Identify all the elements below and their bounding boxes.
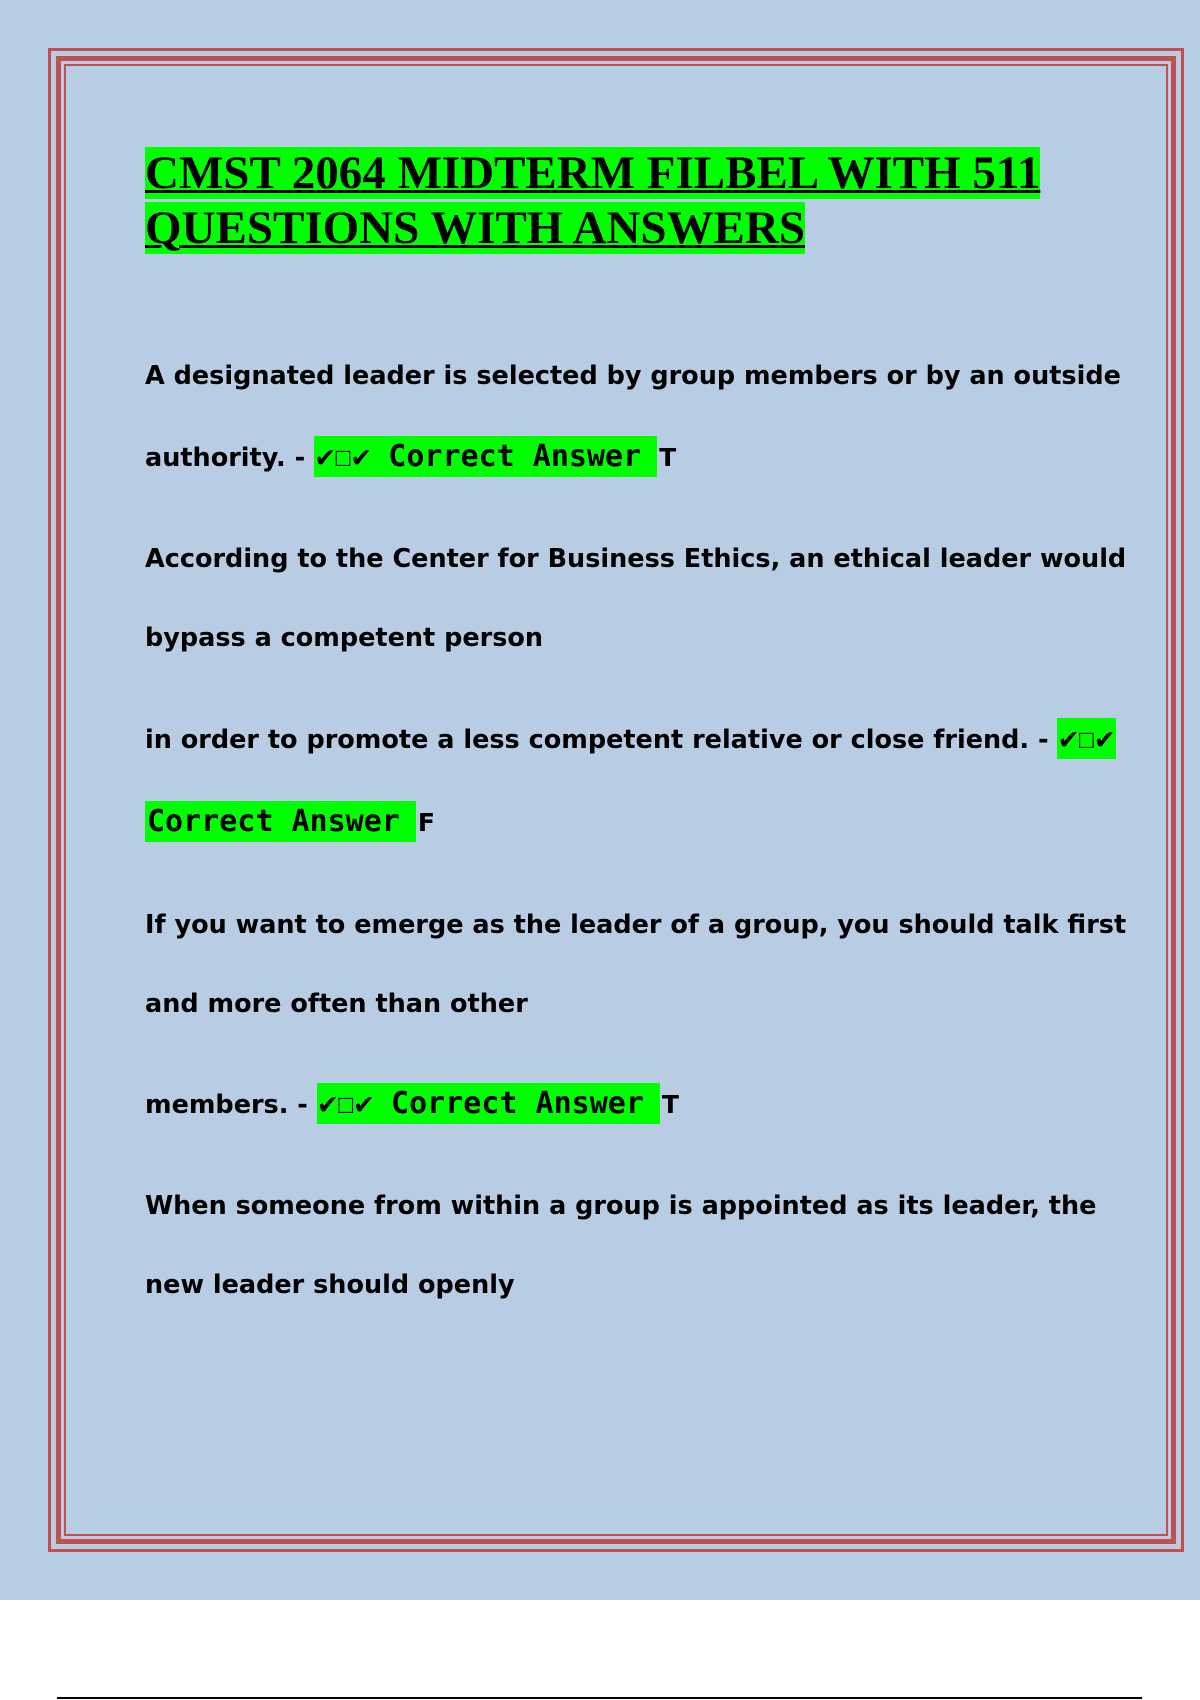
question-4-line-2: new leader should openly [145,1270,515,1300]
title-line-2: QUESTIONS WITH ANSWERS [145,202,805,254]
question-4-line-1: When someone from within a group is appointed as its leader, the [145,1191,1097,1221]
question-1-answer: T [659,443,677,472]
question-3-line-3: members. - [145,1090,308,1120]
footer-rule [57,1697,1142,1699]
question-1-line-2: authority. - [145,443,306,473]
question-3-line-2: and more often than other [145,989,528,1019]
question-2-answer: F [417,808,435,837]
question-2-line-1: According to the Center for Business Ethics, an ethical leader would [145,544,1127,574]
document-content [145,146,1127,1300]
question-1-answer-line [145,439,676,474]
question-2-line-3-row [145,721,1116,756]
question-2-answer-line [145,804,435,839]
answer-marker-part-2: Correct Answer [145,801,416,842]
page-border-inner [64,64,1168,1536]
question-3-line-1: If you want to emerge as the leader of a group, you should talk first [145,910,1127,940]
question-2-line-3: in order to promote a less competent relative or close friend. - [145,725,1049,755]
title-line-1: CMST 2064 MIDTERM FILBEL WITH 511 [145,147,1041,199]
answer-marker-part-1: ✔☐✔ [1057,718,1115,759]
document-title [145,146,1095,256]
answer-marker: ✔☐✔ Correct Answer [314,436,657,477]
answer-marker: ✔☐✔ Correct Answer [317,1083,660,1124]
question-1-line-1: A designated leader is selected by group members or by an outside [145,361,1121,391]
question-3-answer-line [145,1086,679,1121]
question-2-line-2: bypass a competent person [145,623,544,653]
question-3-answer: T [661,1090,679,1119]
